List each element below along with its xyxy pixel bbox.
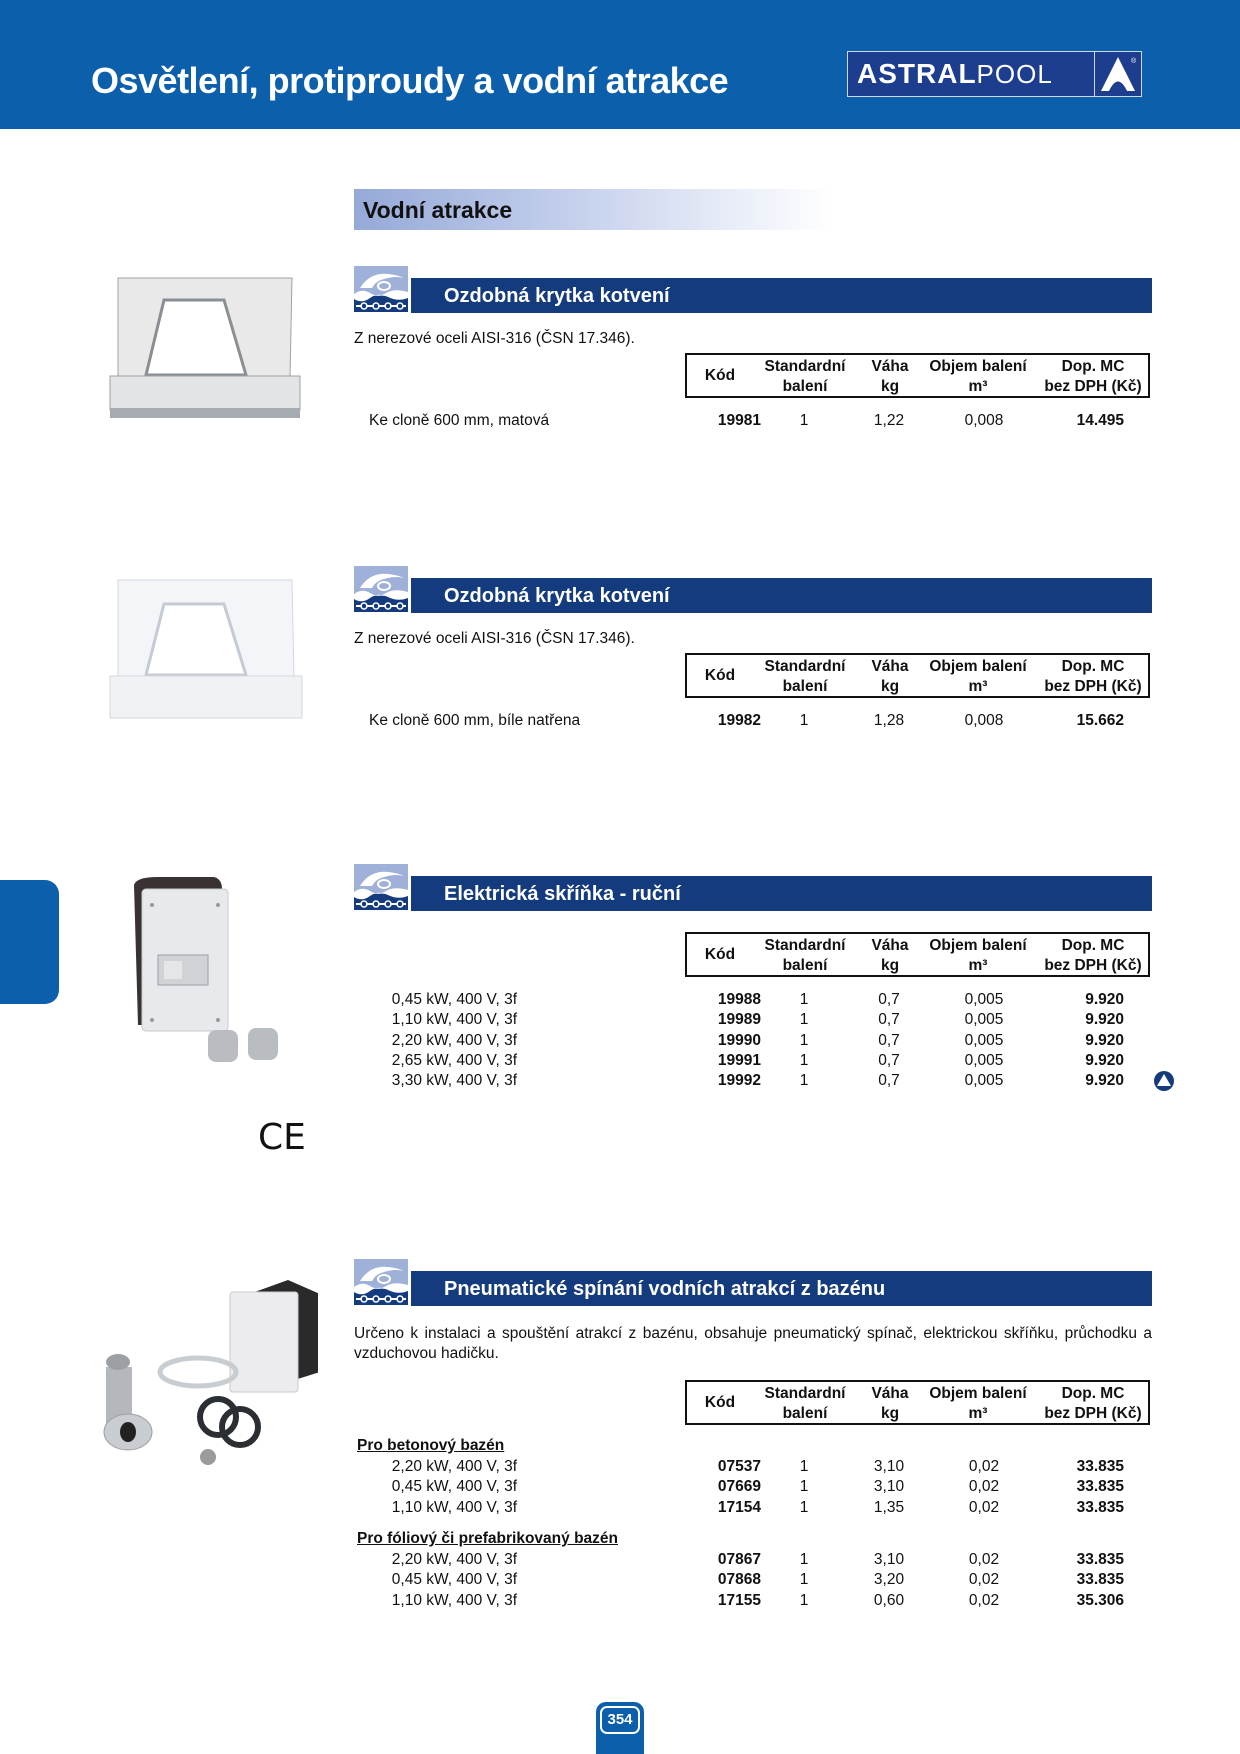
registered-mark: ® — [1131, 58, 1137, 65]
table-row: Ke cloně 600 mm, matová 19981 1 1,22 0,008 14.495 — [369, 412, 1124, 429]
cell-vaha: 0,7 — [878, 1011, 900, 1029]
cell-price: 33.835 — [1076, 1571, 1124, 1589]
cell-kod: 19989 — [717, 1011, 761, 1029]
table-header: Kód Standardní balení Váha kg Objem balení m³ Dop. MC bez DPH (Kč) — [685, 653, 1150, 698]
cell-baleni: 1 — [799, 1478, 809, 1496]
cell-price: 9.920 — [1085, 1031, 1124, 1049]
page-title: Osvětlení, protiproudy a vodní atrakce — [91, 60, 729, 101]
table-row — [354, 1032, 1152, 1052]
cell-vaha: 0,60 — [873, 1591, 905, 1609]
cell-desc: 0,45 kW, 400 V, 3f — [391, 991, 517, 1008]
product-description: Z nerezové oceli AISI-316 (ČSN 17.346). — [354, 630, 635, 647]
section-title: Vodní atrakce — [363, 197, 513, 223]
cell-kod: 19992 — [717, 1072, 761, 1090]
cell-objem: 0,005 — [964, 1011, 1004, 1029]
logo-text-bold: ASTRAL — [857, 58, 977, 89]
cell-desc: 2,20 kW, 400 V, 3f — [391, 1031, 517, 1049]
cell-kod: 19991 — [717, 1051, 761, 1069]
group-label: Pro betonový bazén — [357, 1437, 505, 1454]
cell-baleni: 1 — [799, 1498, 809, 1516]
cell-price: 33.835 — [1076, 1478, 1124, 1496]
cell-desc: 2,20 kW, 400 V, 3f — [391, 1551, 517, 1568]
table-row — [354, 1551, 1152, 1571]
cell-price: 9.920 — [1085, 1051, 1124, 1069]
swimmer-category-icon — [354, 864, 408, 910]
cell-vaha: 1,35 — [873, 1498, 905, 1516]
product-header-3 — [354, 864, 1152, 906]
swimmer-category-icon — [354, 266, 408, 312]
product-title: Elektrická skříňka - ruční — [444, 883, 681, 905]
cell-vaha: 0,7 — [878, 1031, 900, 1049]
cell-vaha: 3,10 — [873, 1551, 905, 1568]
table-header: Kód Standardní balení Váha kg Objem balení m³ Dop. MC bez DPH (Kč) — [685, 1380, 1150, 1425]
cell-kod: 19990 — [717, 1031, 761, 1049]
product-title: Ozdobná krytka kotvení — [444, 285, 670, 307]
cell-baleni: 1 — [799, 1072, 809, 1090]
cell-desc: 2,20 kW, 400 V, 3f — [391, 1458, 517, 1475]
page-number-tab — [596, 1702, 644, 1754]
cell-desc: 0,45 kW, 400 V, 3f — [391, 1571, 517, 1589]
cell-price: 35.306 — [1076, 1591, 1124, 1609]
cell-desc: 1,10 kW, 400 V, 3f — [391, 1011, 517, 1029]
cell-price: 9.920 — [1085, 991, 1124, 1008]
col-price: Dop. MC bez DPH (Kč) — [1044, 358, 1142, 395]
cell-baleni: 1 — [799, 1458, 809, 1475]
product-header-1 — [354, 266, 1152, 308]
product-image-electric-box — [128, 875, 288, 1070]
group-label: Pro fóliový či prefabrikovaný bazén — [357, 1530, 618, 1547]
cell-objem: 0,02 — [968, 1571, 1000, 1589]
page-header — [0, 0, 1240, 129]
product-description: Z nerezové oceli AISI-316 (ČSN 17.346). — [354, 330, 635, 347]
cell-objem: 0,02 — [968, 1458, 1000, 1475]
chapter-side-tab — [0, 880, 59, 1004]
col-objem: Objem balení m³ — [929, 358, 1027, 395]
product-image-pneumatic-kit — [88, 1272, 318, 1472]
product-title: Pneumatické spínání vodních atrakcí z bazénu — [444, 1278, 886, 1300]
cell-baleni: 1 — [799, 1551, 809, 1568]
cell-objem: 0,02 — [968, 1591, 1000, 1609]
cell-objem: 0,005 — [964, 991, 1004, 1008]
table-header — [685, 353, 1150, 398]
cell-baleni: 1 — [799, 1031, 809, 1049]
cell-objem: 0,005 — [964, 1031, 1004, 1049]
logo-text-light: POOL — [976, 59, 1053, 89]
cell-objem: 0,005 — [964, 1072, 1004, 1090]
cell-kod: 07868 — [717, 1571, 761, 1589]
cell-objem: 0,02 — [968, 1551, 1000, 1568]
table-row — [354, 1499, 1152, 1519]
cell-price: 33.835 — [1076, 1498, 1124, 1516]
cell-vaha: 3,20 — [873, 1571, 905, 1589]
cell-kod: 07867 — [717, 1551, 761, 1568]
cell-baleni: 1 — [799, 1051, 809, 1069]
cell-objem: 0,005 — [964, 1051, 1004, 1069]
table-row — [354, 1072, 1152, 1092]
table-row: Ke cloně 600 mm, bíle natřena 19982 1 1,28 0,008 15.662 — [369, 712, 1124, 729]
page-number: 354 — [600, 1706, 640, 1734]
cell-price: 9.920 — [1085, 1072, 1124, 1090]
cell-baleni: 1 — [799, 1011, 809, 1029]
product-image-white-cover — [104, 570, 310, 730]
cell-price: 9.920 — [1085, 1011, 1124, 1029]
cell-baleni: 1 — [799, 1571, 809, 1589]
col-standard: Standardní balení — [764, 358, 846, 395]
astralpool-badge-icon — [1153, 1070, 1175, 1092]
col-kod: Kód — [704, 367, 736, 384]
product-title: Ozdobná krytka kotvení — [444, 585, 670, 607]
cell-desc: 1,10 kW, 400 V, 3f — [391, 1591, 517, 1609]
swimmer-category-icon — [354, 1259, 408, 1305]
cell-objem: 0,02 — [968, 1498, 1000, 1516]
cell-price: 33.835 — [1076, 1458, 1124, 1475]
table-row — [354, 1458, 1152, 1478]
cell-kod: 07669 — [717, 1478, 761, 1496]
svg-text:CE: CE — [258, 1117, 306, 1155]
cell-price: 33.835 — [1076, 1551, 1124, 1568]
cell-vaha: 0,7 — [878, 1072, 900, 1090]
cell-desc: 0,45 kW, 400 V, 3f — [391, 1478, 517, 1496]
col-vaha: Váha kg — [871, 358, 909, 395]
swimmer-category-icon — [354, 566, 408, 612]
section-band — [354, 189, 832, 230]
product-description: Určeno k instalaci a spouštění atrakcí z bazénu, obsahuje pneumatický spínač, elektrickou skříňku, průchodku a vzduchovou hadičku. — [354, 1325, 1152, 1362]
table-row — [354, 1571, 1152, 1591]
cell-vaha: 3,10 — [873, 1458, 905, 1475]
table-row — [354, 991, 1152, 1011]
cell-baleni: 1 — [799, 1591, 809, 1609]
product-header-2 — [354, 566, 1152, 608]
cell-objem: 0,02 — [968, 1478, 1000, 1496]
cell-vaha: 3,10 — [873, 1478, 905, 1496]
ce-mark-icon — [258, 1117, 308, 1155]
table-row — [354, 1592, 1152, 1612]
table-row — [354, 1011, 1152, 1031]
product-header-4 — [354, 1259, 1152, 1301]
cell-kod: 17154 — [717, 1498, 761, 1516]
product-image-steel-cover — [104, 270, 310, 430]
astralpool-triangle-icon — [1094, 52, 1141, 96]
cell-desc: 1,10 kW, 400 V, 3f — [391, 1498, 517, 1516]
table-row — [354, 1052, 1152, 1072]
table-header: Kód Standardní balení Váha kg Objem balení m³ Dop. MC bez DPH (Kč) — [685, 932, 1150, 977]
table-row — [354, 1478, 1152, 1498]
cell-kod: 17155 — [717, 1591, 761, 1609]
cell-kod: 19988 — [717, 991, 761, 1008]
astralpool-logo — [847, 51, 1142, 97]
cell-kod: 07537 — [717, 1458, 761, 1475]
cell-baleni: 1 — [799, 991, 809, 1008]
cell-desc: 2,65 kW, 400 V, 3f — [391, 1051, 517, 1069]
cell-vaha: 0,7 — [878, 991, 900, 1008]
cell-vaha: 0,7 — [878, 1051, 900, 1069]
cell-desc: 3,30 kW, 400 V, 3f — [391, 1072, 517, 1090]
